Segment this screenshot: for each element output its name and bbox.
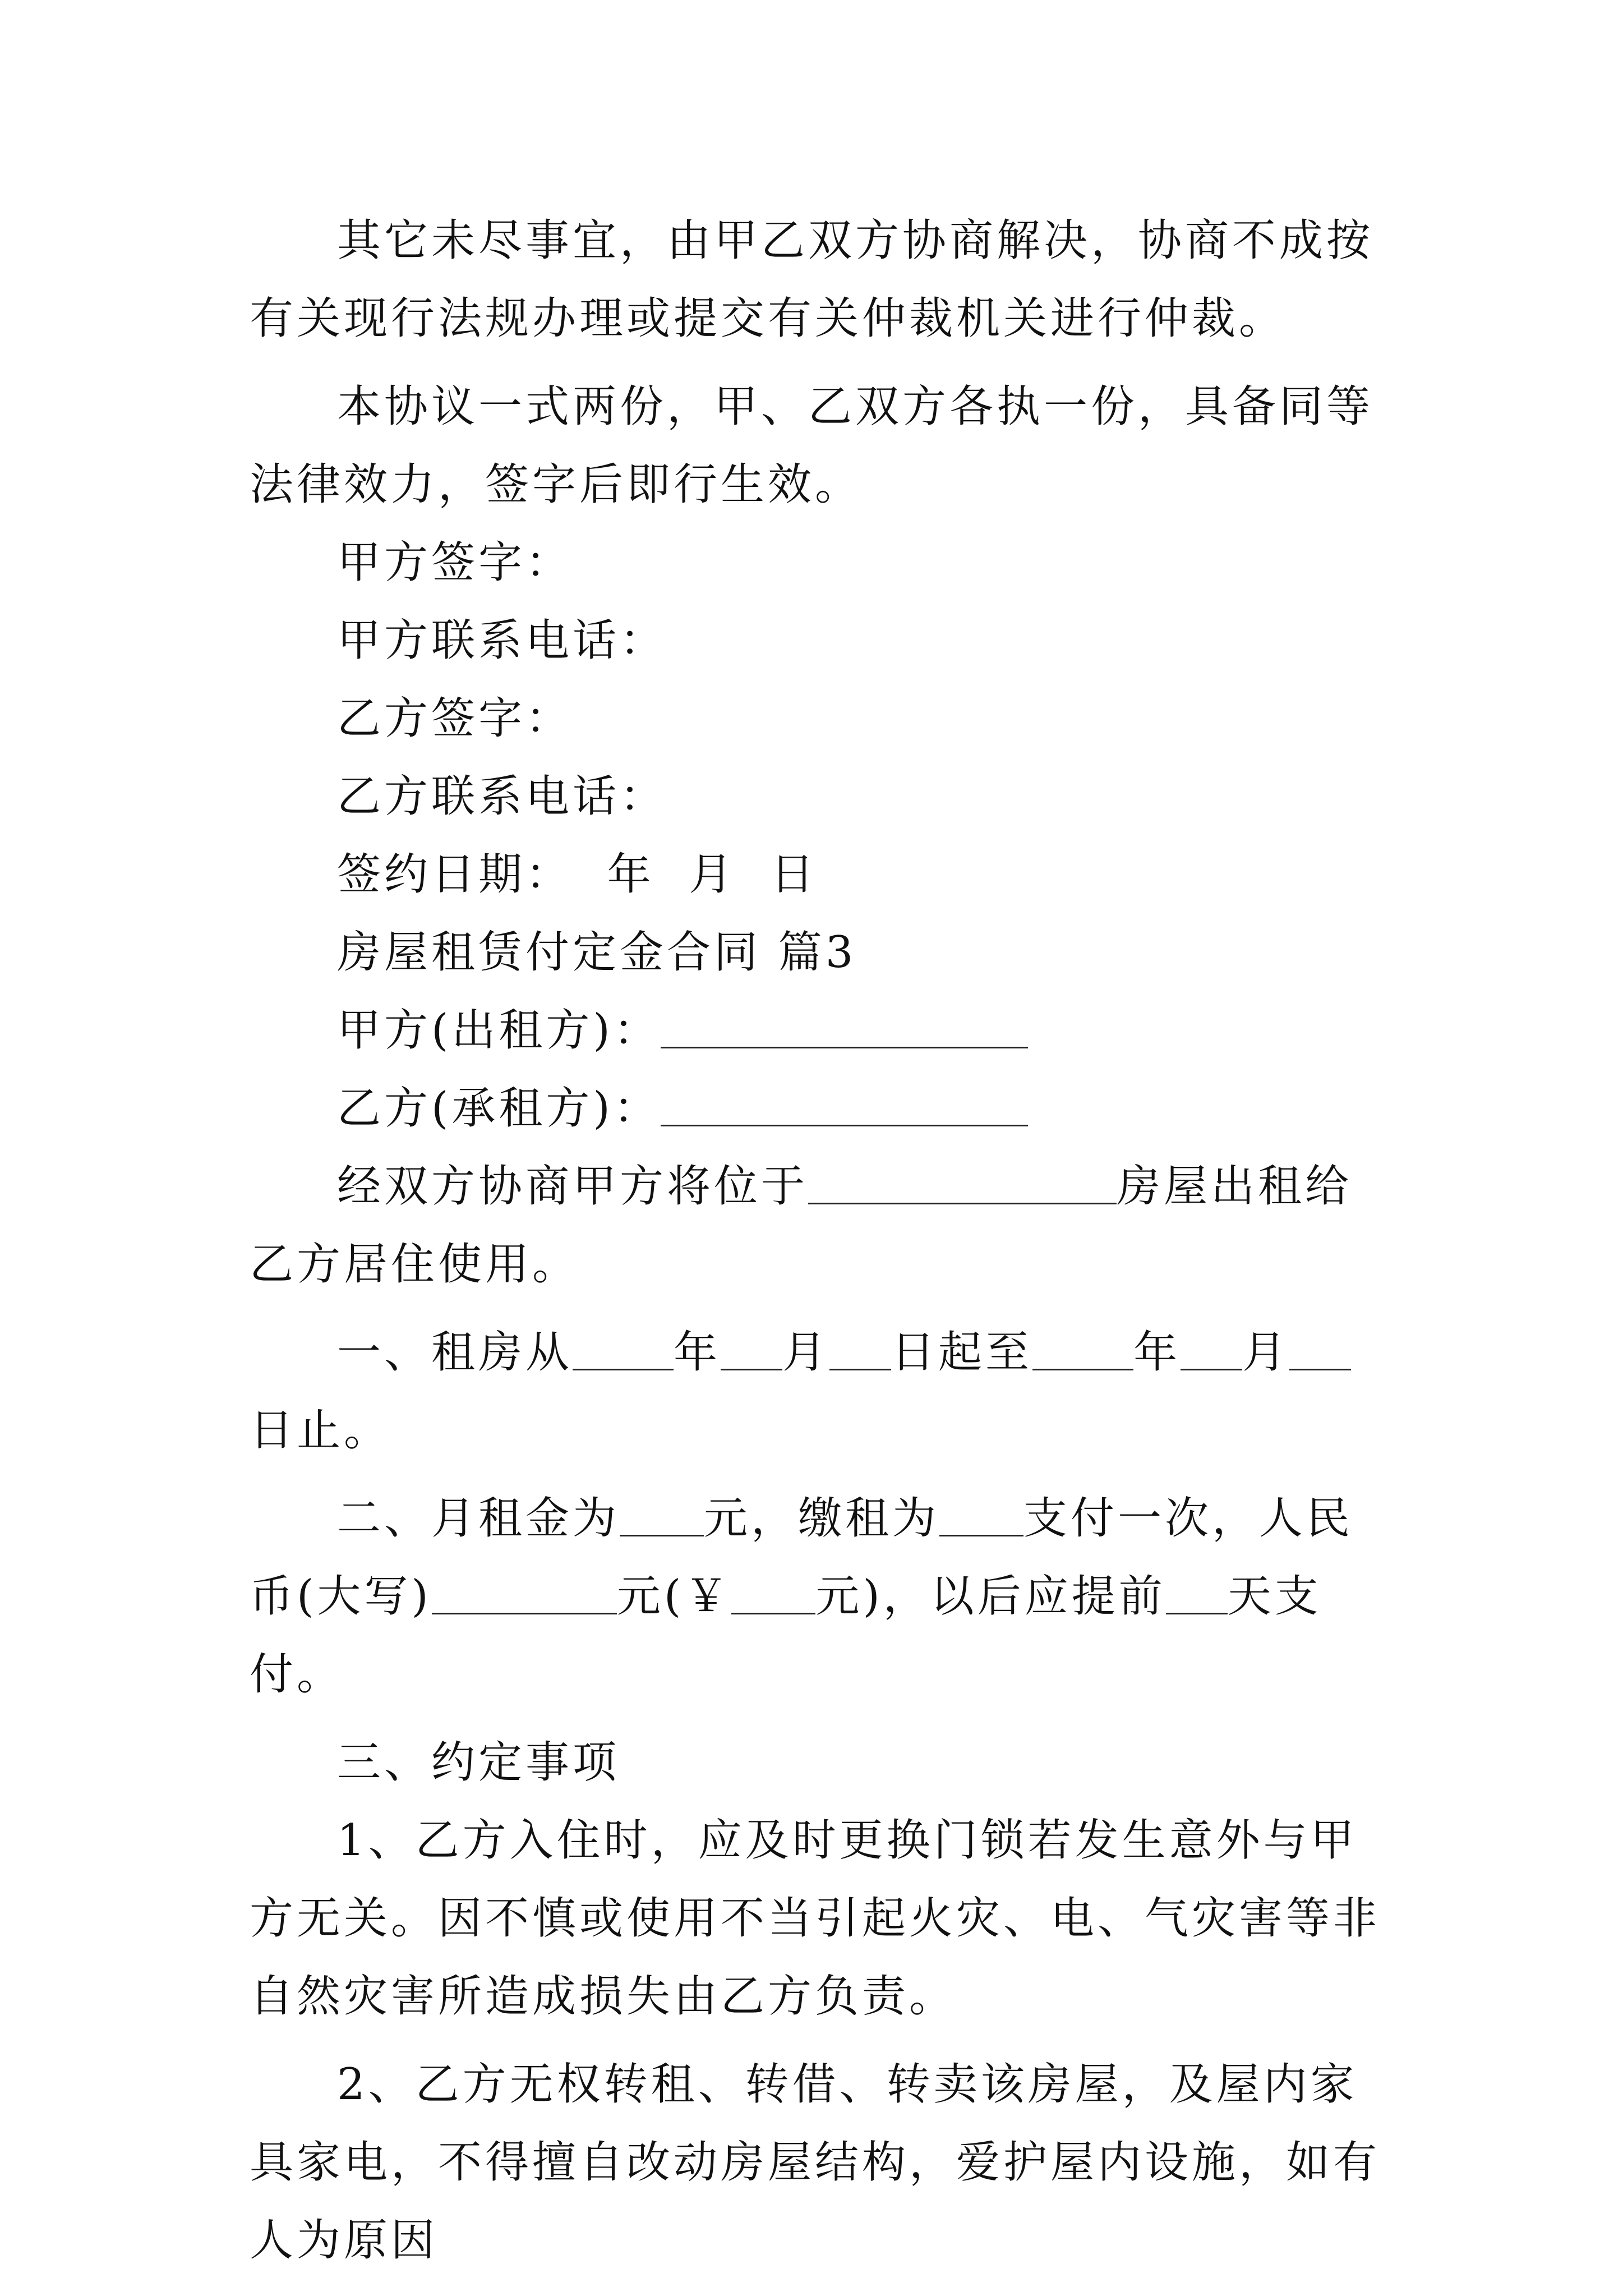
rent-capital-blank [432,1612,617,1614]
rent-pay-once: 支付一次，人民币(大写) [250,1493,1354,1622]
party-b-phone-line: 乙方联系电话： [337,771,667,822]
term-year-from: 年 [674,1327,721,1378]
party-a-signature-line: 甲方签字： [337,537,573,588]
section3-heading: 三、约定事项 [337,1737,620,1788]
lessor-blank [661,1046,1028,1048]
item-1-paragraph: 1、乙方入住时，应及时更换门锁若发生意外与甲方无关。因不慎或使用不当引起火灾、电、气灾害等非自然灾害所造成损失由乙方负责。 [250,1815,1381,2022]
term-day-from: 日起至 [891,1327,1033,1378]
paragraph-copies-validity: 本协议一式两份，甲、乙双方各执一份，具备同等法律效力，签字后即行生效。 [250,381,1374,510]
item-2-paragraph: 2、乙方无权转租、转借、转卖该房屋，及屋内家具家电，不得擅自改动房屋结构，爱护屋内设施，如有人为原因 [250,2059,1381,2266]
rent-yuan-close: 元)，以后应提前 [815,1571,1166,1622]
location-after: 房屋出租给乙方居住使用。 [250,1161,1353,1290]
term-month-to: 月 [1242,1327,1290,1378]
rent-prefix: 二、月租金为 [337,1493,620,1544]
term-year-to: 年 [1133,1327,1181,1378]
lessor-label: 甲方(出租方)： [337,1005,661,1056]
term-month-from-blank [721,1368,782,1370]
location-paragraph [250,1148,1388,1304]
lessee-blank [661,1124,1028,1126]
term-month-from: 月 [782,1327,830,1378]
rent-number-blank [731,1612,815,1614]
document-body [250,202,1388,2280]
lessee-line [250,1070,1388,1148]
party-b-signature-line: 乙方签字： [337,693,573,744]
section-title: 房屋租赁付定金合同 篇3 [337,927,857,978]
rent-days-blank [1166,1612,1228,1614]
term-day-to-blank [1289,1368,1351,1370]
term-prefix: 一、租房从 [337,1327,573,1378]
rent-paragraph [250,1480,1388,1714]
paragraph-other-matters: 其它未尽事宜，由甲乙双方协商解决，协商不成按有关现行法规办理或提交有关仲裁机关进行仲裁。 [250,215,1374,344]
location-blank [808,1202,1117,1204]
lessee-label: 乙方(承租方)： [337,1083,661,1134]
rent-yuan: 元，缴租为 [704,1493,940,1544]
rent-days-pay: 天支付。 [250,1571,1322,1700]
term-year-to-blank [1032,1368,1133,1370]
term-day-to: 日止。 [250,1405,391,1456]
party-a-phone-line: 甲方联系电话： [337,615,667,666]
lessor-line [250,992,1388,1070]
location-before: 经双方协商甲方将位于 [337,1161,809,1212]
sign-date-line: 签约日期： 年 月 日 [337,849,818,900]
rent-period-blank [939,1534,1023,1536]
term-day-from-blank [829,1368,891,1370]
rent-amount-blank [620,1534,704,1536]
term-year-from-blank [573,1368,674,1370]
rent-yuan-paren: 元(￥ [616,1571,732,1622]
term-month-to-blank [1181,1368,1242,1370]
term-paragraph [250,1314,1388,1470]
